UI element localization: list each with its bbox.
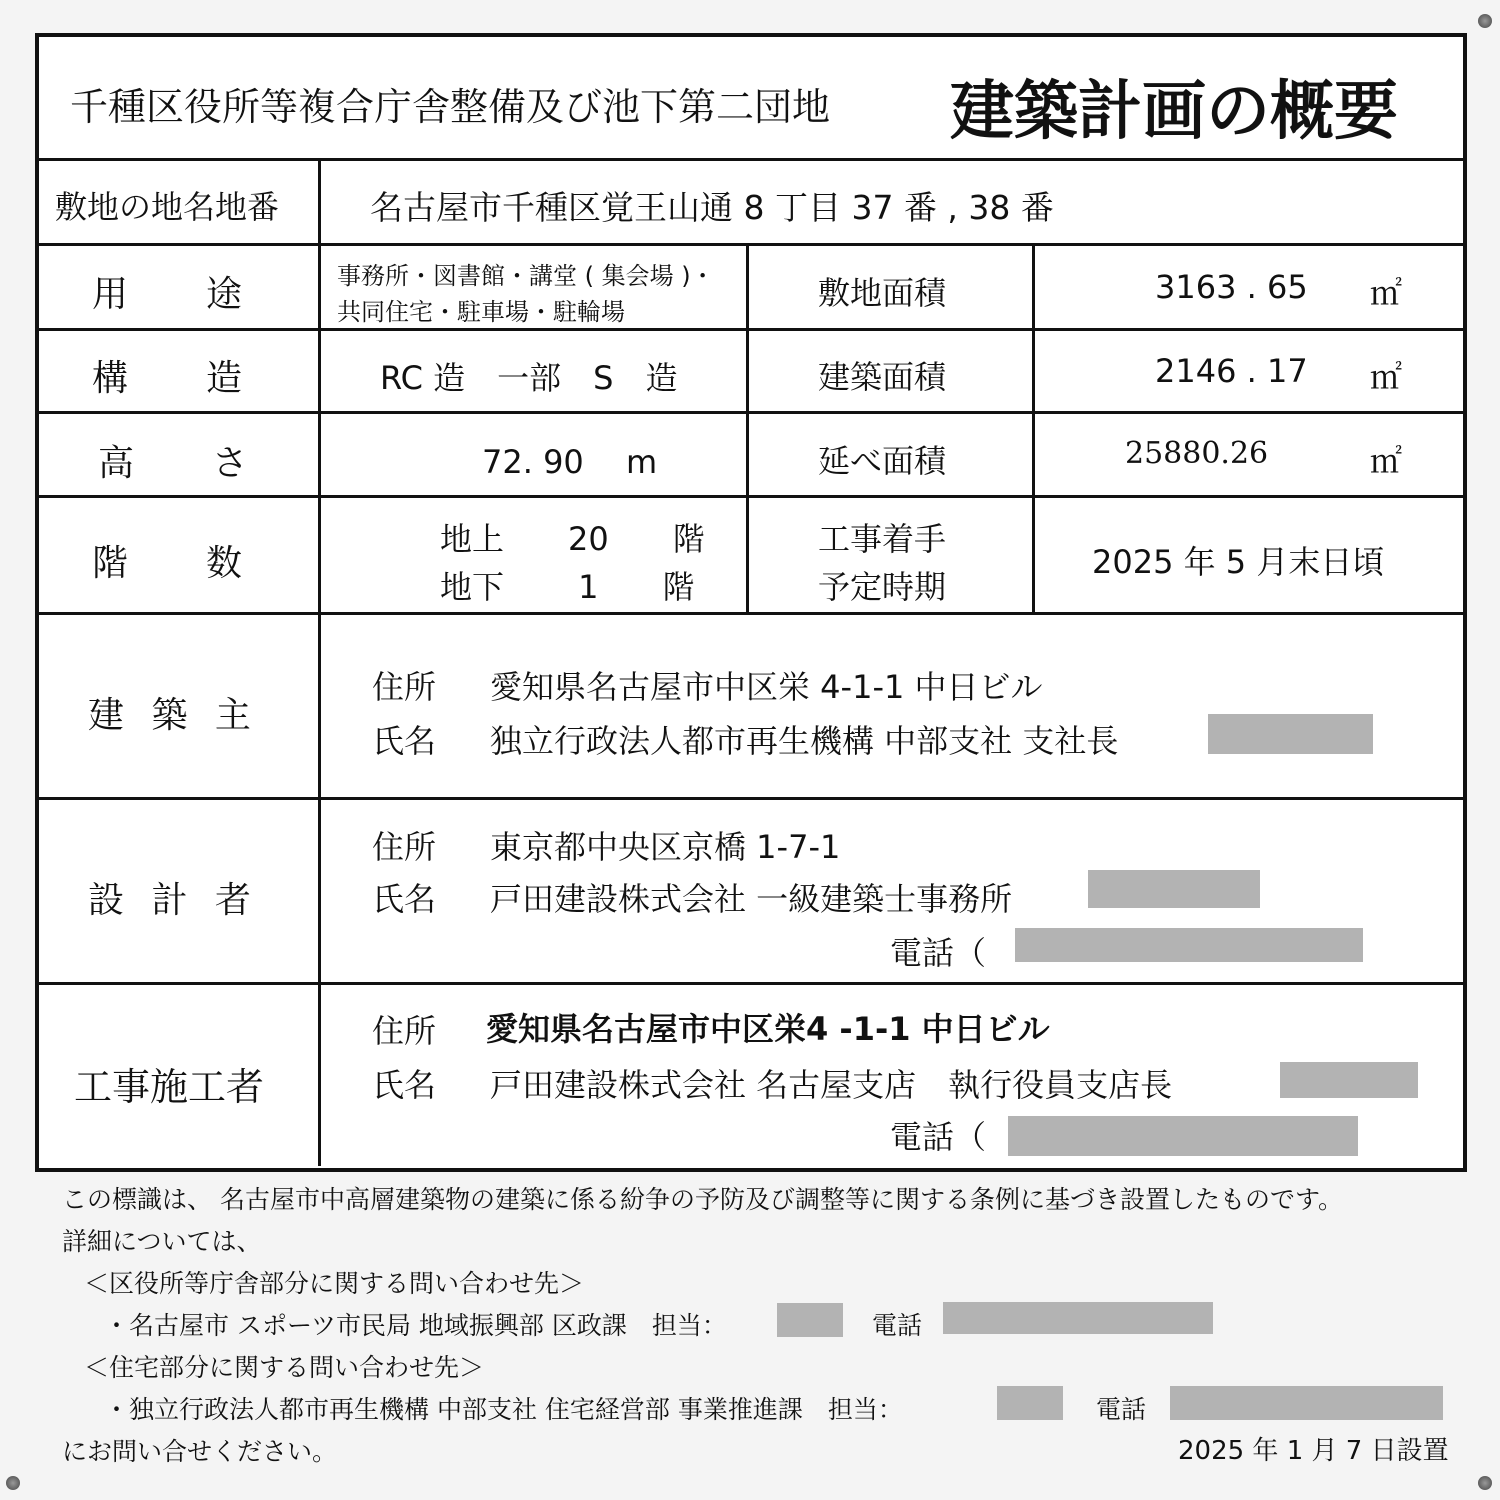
screw-icon [1478, 14, 1492, 28]
owner-name: 独立行政法人都市再生機構 中部支社 支社長 [490, 722, 1119, 760]
phone-label: 電話 [872, 1311, 923, 1340]
contact-section-2: ＜住宅部分に関する問い合わせ先＞ [84, 1353, 485, 1382]
unit: ㎡ [1370, 358, 1403, 396]
start-label-1: 工事着手 [818, 520, 947, 558]
contact-1: ・名古屋市 スポーツ市民局 地域振興部 区政課 担当： [104, 1311, 727, 1340]
floor-area-value: 25880.26 [1125, 436, 1269, 471]
use-value-1: 事務所・図書館・講堂 ( 集会場 )・ [337, 262, 715, 290]
site-area-value: 3163 . 65 [1155, 268, 1308, 306]
owner-label: 建 築 主 [88, 695, 259, 736]
page-title: 建築計画の概要 [950, 75, 1398, 149]
start-value: 2025 年 5 月末日頃 [1092, 543, 1385, 581]
use-value-2: 共同住宅・駐車場・駐輪場 [337, 298, 625, 326]
redaction [777, 1303, 843, 1337]
screw-icon [1478, 1476, 1492, 1490]
redaction [1015, 928, 1363, 962]
building-area-label: 建築面積 [818, 358, 947, 396]
footer-notice: この標識は、 名古屋市中高層建築物の建築に係る紛争の予防及び調整等に関する条例に基づき設置したものです。 [62, 1185, 1343, 1214]
redaction [1170, 1386, 1443, 1420]
designer-address: 東京都中央区京橋 1-7-1 [490, 828, 841, 866]
project-name: 千種区役所等複合庁舎整備及び池下第二団地 [70, 85, 831, 129]
contact-2: ・独立行政法人都市再生機構 中部支社 住宅経営部 事業推進課 担当： [104, 1395, 903, 1424]
height-value: 72. 90 m [482, 443, 658, 481]
start-label-2: 予定時期 [818, 568, 947, 606]
phone-label: 電話（ [890, 1118, 987, 1156]
designer-name: 戸田建設株式会社 一級建築士事務所 [490, 880, 1013, 918]
height-label: 高 さ [98, 443, 251, 484]
redaction [1280, 1062, 1418, 1098]
floors-above: 地上 20 階 [440, 520, 705, 558]
name-label: 氏名 [372, 880, 437, 918]
redaction [1208, 714, 1373, 754]
use-label: 用 途 [92, 274, 245, 315]
contractor-address: 愛知県名古屋市中区栄4 -1-1 中日ビル [486, 1010, 1050, 1048]
redaction [997, 1386, 1063, 1420]
redaction [943, 1302, 1213, 1334]
designer-label: 設 計 者 [88, 880, 259, 921]
floor-area-label: 延べ面積 [818, 442, 947, 480]
name-label: 氏名 [372, 722, 437, 760]
address-label: 住所 [372, 668, 437, 706]
site-address-value: 名古屋市千種区覚王山通 8 丁目 37 番 , 38 番 [370, 188, 1054, 227]
redaction [1008, 1116, 1358, 1156]
address-label: 住所 [372, 1012, 437, 1050]
structure-label: 構 造 [92, 358, 245, 399]
footer-details: 詳細については、 [62, 1227, 262, 1256]
phone-label: 電話（ [890, 934, 987, 972]
owner-address: 愛知県名古屋市中区栄 4-1-1 中日ビル [490, 668, 1043, 706]
structure-value: RC 造 一部 S 造 [380, 359, 678, 397]
floors-below: 地下 1 階 [440, 568, 695, 606]
footer-closing: にお問い合せください。 [62, 1437, 338, 1466]
unit: ㎡ [1370, 274, 1403, 312]
address-label: 住所 [372, 828, 437, 866]
unit: ㎡ [1370, 442, 1403, 480]
contact-section-1: ＜区役所等庁舎部分に関する問い合わせ先＞ [84, 1269, 585, 1298]
phone-label: 電話 [1096, 1395, 1147, 1424]
installation-date: 2025 年 1 月 7 日設置 [1178, 1436, 1449, 1466]
building-area-value: 2146 . 17 [1155, 352, 1308, 390]
site-address-label: 敷地の地名地番 [55, 188, 280, 226]
floors-label: 階 数 [92, 543, 245, 584]
screw-icon [6, 1476, 20, 1490]
contractor-name: 戸田建設株式会社 名古屋支店 執行役員支店長 [490, 1066, 1173, 1104]
redaction [1088, 870, 1260, 908]
name-label: 氏名 [372, 1066, 437, 1104]
contractor-label: 工事施工者 [74, 1065, 265, 1109]
site-area-label: 敷地面積 [818, 274, 947, 312]
